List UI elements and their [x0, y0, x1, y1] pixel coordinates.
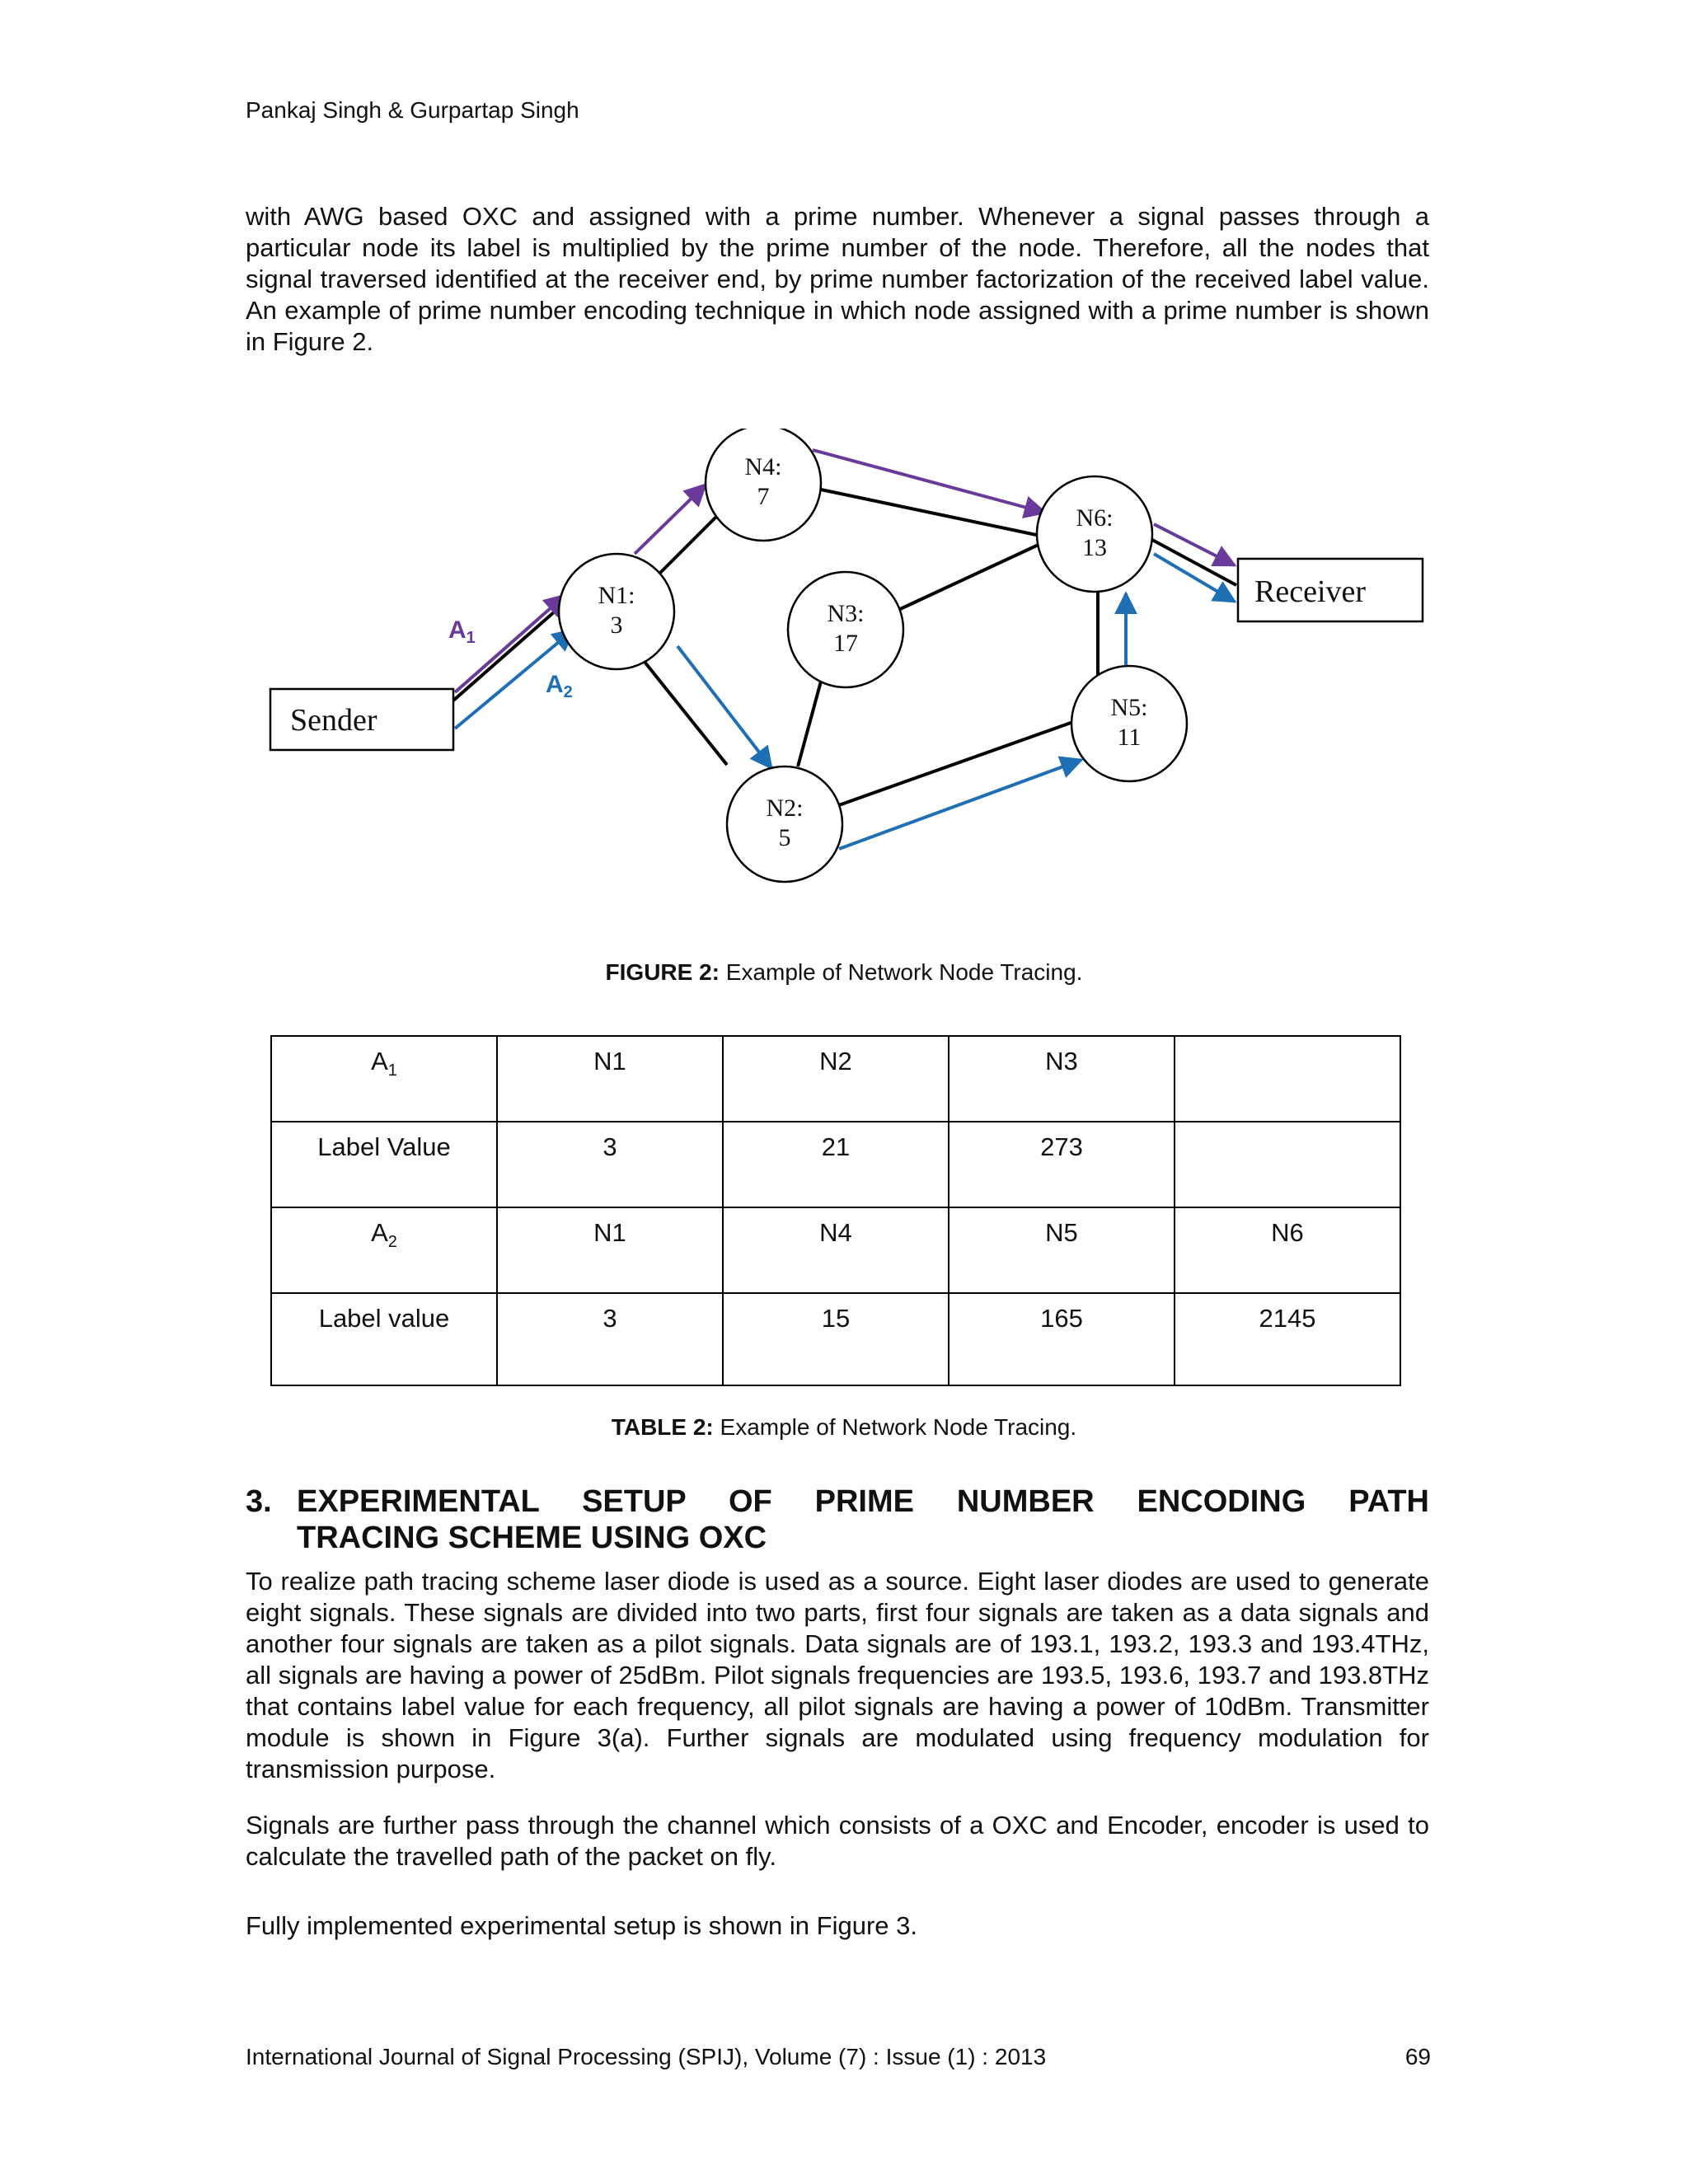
- footer-journal: International Journal of Signal Processing (SPIJ), Volume (7) : Issue (1) : 2013: [246, 2044, 1047, 2069]
- figure-caption-label: FIGURE 2:: [605, 959, 720, 985]
- path-a1-label: $A_1$: [448, 616, 476, 647]
- intro-paragraph: with AWG based OXC and assigned with a prime number. Whenever a signal passes through a particular node its label is multiplied by the prime number of the node. Therefore, all the nodes that signal traversed identified at the receiver end, by prime number factorization of the received label value. An example of prime number encoding technique in which node assigned with a prime number is shown in Figure 2.: [246, 202, 1429, 356]
- table-cell: N1: [497, 1207, 723, 1293]
- node-n2: [727, 766, 842, 882]
- node-n1-prime: 3: [610, 612, 623, 639]
- body-paragraph: To realize path tracing scheme laser diode is used as a source. Eight laser diodes are used to generate eight signals. These signals are divided into two parts, first four signals are taken as a data signals and another four signals are taken as a pilot signals. Data signals are of 193.1, 193.2, 193.3 and 193.4THz, all signals are having a power of 25dBm. Pilot signals frequencies are 193.5, 193.6, 193.7 and 193.8THz that contains label value for each frequency, all pilot signals are having a power of 10dBm. Transmitter module is shown in Figure 3(a). Further signals are modulated using frequency modulation for transmission purpose.: [246, 1567, 1429, 1783]
- receiver-box: [1238, 559, 1423, 621]
- figure-caption: [0, 959, 1688, 986]
- table-cell: 273: [949, 1122, 1175, 1207]
- running-head: Pankaj Singh & Gurpartap Singh: [246, 97, 579, 123]
- table-cell: N6: [1175, 1207, 1400, 1293]
- link-n3-n6: [898, 544, 1040, 610]
- node-n3: [788, 572, 903, 687]
- table-cell: [271, 1207, 497, 1293]
- table-cell: N3: [949, 1036, 1175, 1122]
- a2-n1-n2: [678, 646, 771, 768]
- table-row: [271, 1293, 1400, 1385]
- node-n1: [559, 554, 674, 669]
- table-cell: Label value: [271, 1293, 497, 1385]
- link-n3-n2: [798, 669, 824, 766]
- table-cell: N4: [723, 1207, 949, 1293]
- figure-caption-text: Example of Network Node Tracing.: [720, 959, 1083, 985]
- section-number: 3.: [246, 1484, 272, 1519]
- section-title-line2: TRACING SCHEME USING OXC: [297, 1521, 767, 1555]
- table-cell: [271, 1036, 497, 1122]
- a2-n2-n5: [839, 760, 1081, 849]
- sender-label: Sender: [290, 703, 377, 738]
- page-number: 69: [1404, 2044, 1431, 2069]
- cell-letter: A: [371, 1218, 388, 1247]
- table-cell: N5: [949, 1207, 1175, 1293]
- node-tracing-table: [270, 1035, 1401, 1386]
- table-cell: 15: [723, 1293, 949, 1385]
- node-n6-prime: 13: [1082, 534, 1107, 561]
- table-cell: N1: [497, 1036, 723, 1122]
- table-caption-text: Example of Network Node Tracing.: [713, 1414, 1077, 1440]
- table-cell: Label Value: [271, 1122, 497, 1207]
- table-cell: [1175, 1122, 1400, 1207]
- node-n2-prime: 5: [778, 824, 791, 851]
- link-n4-n6: [821, 490, 1040, 536]
- table-cell: [1175, 1036, 1400, 1122]
- body-paragraph: Fully implemented experimental setup is shown in Figure 3.: [246, 1911, 917, 1940]
- node-n5-prime: 11: [1117, 724, 1142, 751]
- link-n1-n2: [635, 649, 727, 765]
- table-cell: 165: [949, 1293, 1175, 1385]
- node-n3-name: N3:: [827, 600, 865, 627]
- table-cell: 2145: [1175, 1293, 1400, 1385]
- table-cell: 21: [723, 1122, 949, 1207]
- node-n1-name: N1:: [598, 582, 635, 609]
- table-row: [271, 1207, 1400, 1293]
- node-n6: [1037, 476, 1152, 592]
- receiver-label: Receiver: [1254, 574, 1367, 609]
- table-caption-label: TABLE 2:: [611, 1414, 714, 1440]
- node-n2-name: N2:: [766, 794, 804, 822]
- node-n5-name: N5:: [1110, 694, 1148, 721]
- node-n4: [706, 429, 821, 541]
- table-cell: N2: [723, 1036, 949, 1122]
- node-n3-prime: 17: [833, 630, 858, 657]
- table-row: [271, 1036, 1400, 1122]
- cell-subscript: 2: [387, 1233, 397, 1252]
- link-n2-n5: [823, 722, 1073, 811]
- a1-n4-n6: [813, 450, 1045, 513]
- cell-subscript: 1: [387, 1062, 397, 1080]
- path-a2-label: $A_2$: [546, 671, 573, 701]
- a1-n1-n4: [635, 485, 706, 554]
- network-diagram: [247, 429, 1451, 923]
- node-n5: [1071, 666, 1187, 781]
- body-paragraph: Signals are further pass through the channel which consists of a OXC and Encoder, encoder is used to calculate the travelled path of the packet on fly.: [246, 1811, 1429, 1871]
- table-cell: 3: [497, 1122, 723, 1207]
- table-caption: [0, 1414, 1688, 1441]
- node-n4-name: N4:: [744, 453, 782, 480]
- table-cell: 3: [497, 1293, 723, 1385]
- node-n6-name: N6:: [1076, 504, 1114, 532]
- table-row: [271, 1122, 1400, 1207]
- sender-box: [270, 689, 453, 750]
- section-title-line1: EXPERIMENTAL SETUP OF PRIME NUMBER ENCODING PATH: [297, 1484, 1429, 1519]
- cell-letter: A: [371, 1047, 388, 1076]
- node-n4-prime: 7: [757, 483, 770, 510]
